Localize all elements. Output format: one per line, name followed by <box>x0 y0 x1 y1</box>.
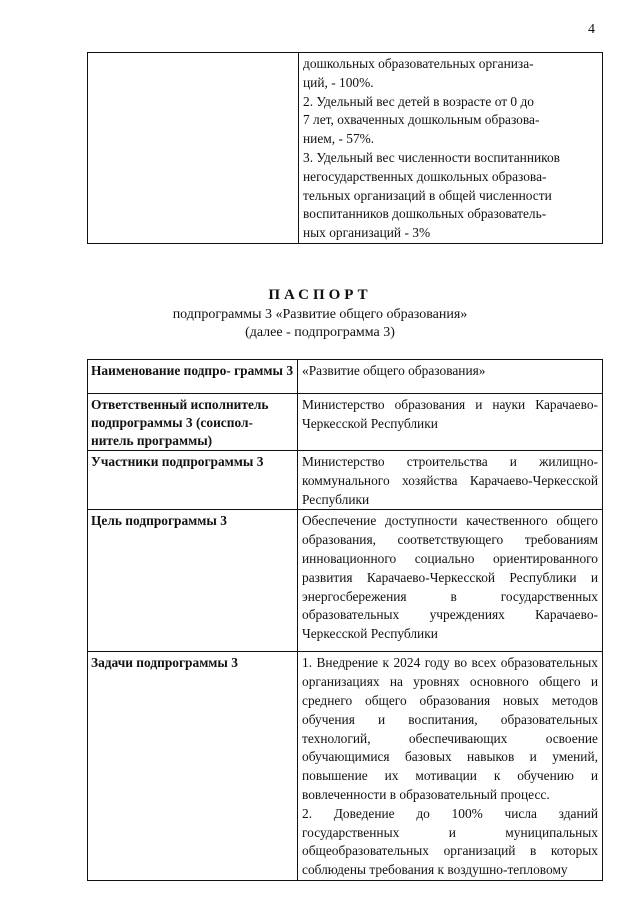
passport-subtitle <box>0 306 640 342</box>
text-line: 2. Удельный вес детей в возрасте от 0 до <box>303 93 534 109</box>
text-line: нием, - 57%. <box>303 131 375 147</box>
table-row <box>88 451 603 510</box>
passport-table <box>87 359 603 881</box>
row-label-name: Наименование подпро- граммы 3 <box>88 360 298 394</box>
table-row <box>88 360 603 394</box>
continued-table <box>87 52 603 244</box>
row-value-responsible: Министерство образования и науки Карачаево-Черкесской Республики <box>298 394 603 451</box>
row-value-participants: Министерство строительства и жилищно-коммунального хозяйства Карачаево-Черкесской Республики <box>298 451 603 510</box>
row-label-responsible: Ответственный исполнитель подпрограммы 3 (соиспол- нитель программы) <box>88 394 298 451</box>
text-line: ций, - 100%. <box>303 74 374 90</box>
row-label-goal: Цель подпрограммы 3 <box>88 510 298 652</box>
table-cell-indicators <box>299 53 603 244</box>
table-row <box>88 510 603 652</box>
row-value-name: «Развитие общего образования» <box>298 360 603 394</box>
row-label-tasks: Задачи подпрограммы 3 <box>88 652 298 881</box>
text-line: ных организаций - 3% <box>303 225 431 241</box>
subtitle-line-1: подпрограммы 3 «Развитие общего образования» <box>172 307 468 322</box>
text-line: воспитанников дошкольных образователь- <box>303 206 547 222</box>
task-item-1: 1. Внедрение к 2024 году во всех образовательных организациях на уровнях основного общего и среднего общего образования новых методов обучения и воспитания, образовательных технологий, обеспечивающих освоение обучающимися базовых навыков и умений, повышение их мотивации к обучению и вовлеченности в образовательный процесс. <box>302 655 598 802</box>
row-value-tasks <box>298 652 603 881</box>
text-line: негосударственных дошкольных образова- <box>303 168 547 184</box>
text-line: 3. Удельный вес численности воспитанников <box>303 149 561 165</box>
row-value-goal: Обеспечение доступности качественного общего образования, соответствующего требованиям инновационного социально ориентированного развития Карачаево-Черкесской Республики и энергосбережения в государственных образовательных учреждениях Карачаево-Черкесской Республики <box>298 510 603 652</box>
table-row <box>88 53 603 244</box>
passport-title: ПАСПОРТ <box>268 287 372 303</box>
text-line: 7 лет, охваченных дошкольным образова- <box>303 112 540 128</box>
table-row <box>88 394 603 451</box>
table-row <box>88 652 603 881</box>
table-cell-empty <box>88 53 299 244</box>
text-line: дошкольных образовательных организа- <box>303 56 534 71</box>
task-item-2: 2. Доведение до 100% числа зданий государственных и муниципальных общеобразовательных организаций в которых соблюдены требования к воздушно-тепловому <box>302 805 598 878</box>
subtitle-line-2: (далее - подпрограмма 3) <box>245 325 395 340</box>
page-number: 4 <box>588 22 595 37</box>
text-line: тельных организаций в общей численности <box>303 187 552 203</box>
row-label-participants: Участники подпрограммы 3 <box>88 451 298 510</box>
